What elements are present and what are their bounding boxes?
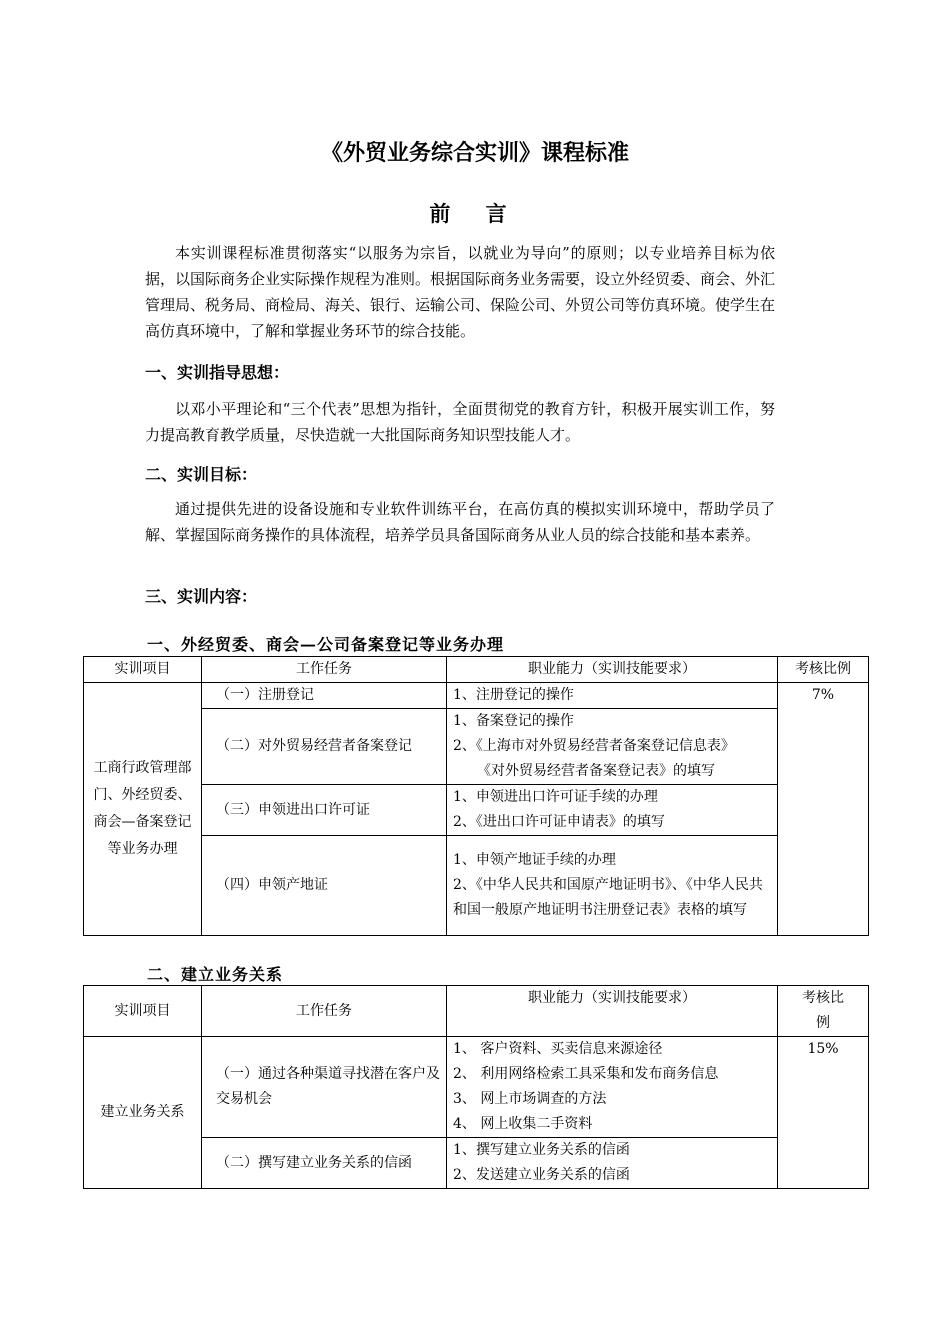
skill-cell — [447, 709, 778, 785]
header-cell: 工作任务 — [202, 986, 447, 1037]
table-1 — [83, 656, 869, 936]
section-3-heading: 三、实训内容： — [145, 587, 258, 606]
table-header-row — [84, 986, 869, 1037]
skill-line: 2、 利用网络检索工具采集和发布商务信息 — [453, 1066, 719, 1082]
task-cell: （一）注册登记 — [202, 683, 447, 709]
ratio-cell: 7% — [778, 683, 869, 936]
intro-paragraph: 本实训课程标准贯彻落实“以服务为宗旨，以就业为导向”的原则；以专业培养目标为依据，以国际商务企业实际操作规程为准则。根据国际商务业务需要，设立外经贸委、商会、外汇管理局、税务局、商检局、海关、银行、运输公司、保险公司、外贸公司等仿真环境。使学生在高仿真环境中，了解和掌握业务环节的综合技能。 — [145, 244, 776, 340]
skill-line: 4、 网上收集二手资料 — [453, 1116, 593, 1132]
skill-cell — [447, 1138, 778, 1189]
skill-line: 《对外贸易经营者备案登记表》的填写 — [477, 763, 715, 779]
skill-cell — [447, 836, 778, 936]
skill-line: 1、申领进出口许可证手续的办理 — [453, 789, 658, 805]
table-2-heading: 二、建立业务关系 — [147, 965, 284, 984]
ratio-cell: 15% — [778, 1037, 869, 1189]
project-cell: 建立业务关系 — [84, 1037, 202, 1189]
header-cell: 实训项目 — [84, 657, 202, 683]
table-header-row — [84, 657, 869, 683]
header-cell: 实训项目 — [84, 986, 202, 1037]
project-cell: 工商行政管理部门、外经贸委、商会—备案登记等业务办理 — [84, 683, 202, 936]
task-cell: （四）申领产地证 — [202, 836, 447, 936]
skill-line: 1、撰写建立业务关系的信函 — [453, 1142, 630, 1158]
task-cell: （一）通过各种渠道寻找潜在客户及交易机会 — [202, 1037, 447, 1138]
table-row — [84, 683, 869, 709]
skill-line: 1、申领产地证手续的办理 — [453, 852, 616, 868]
header-cell: 职业能力（实训技能要求） — [447, 657, 778, 683]
table-row — [84, 1138, 869, 1189]
section-1-paragraph: 以邓小平理论和“三个代表”思想为指针，全面贯彻党的教育方针，积极开展实训工作，努力提高教育教学质量，尽快造就一大批国际商务知识型技能人才。 — [145, 400, 775, 444]
skill-cell — [447, 683, 778, 709]
task-cell: （三）申领进出口许可证 — [202, 785, 447, 836]
skill-line: 2、《中华人民共和国原产地证明书》、《中华人民共和国一般原产地证明书注册登记表》表格的填写 — [453, 877, 763, 918]
header-cell: 工作任务 — [202, 657, 447, 683]
table-row — [84, 785, 869, 836]
skill-line: 1、备案登记的操作 — [453, 713, 574, 729]
skill-line: 1、 客户资料、买卖信息来源途径 — [453, 1041, 663, 1057]
table-row — [84, 1037, 869, 1138]
table-1-heading: 一、外经贸委、商会—公司备案登记等业务办理 — [147, 635, 505, 654]
table-2 — [83, 985, 869, 1189]
preface-title: 前 言 — [429, 202, 521, 226]
skill-line: 1、注册登记的操作 — [453, 687, 574, 703]
section-2-heading: 二、实训目标： — [145, 465, 258, 484]
skill-line: 2、《进出口许可证申请表》的填写 — [453, 814, 665, 830]
task-cell: （二）撰写建立业务关系的信函 — [202, 1138, 447, 1189]
skill-cell — [447, 785, 778, 836]
header-cell: 职业能力（实训技能要求） — [447, 986, 778, 1037]
document-title: 《外贸业务综合实训》课程标准 — [320, 141, 629, 166]
section-2-paragraph: 通过提供先进的设备设施和专业软件训练平台，在高仿真的模拟实训环境中，帮助学员了解、掌握国际商务操作的具体流程，培养学员具备国际商务从业人员的综合技能和基本素养。 — [145, 500, 775, 544]
skill-line: 2、《上海市对外贸易经营者备案登记信息表》 — [453, 738, 735, 754]
header-cell: 考核比例 — [778, 657, 869, 683]
skill-line: 2、发送建立业务关系的信函 — [453, 1167, 630, 1183]
table-row — [84, 709, 869, 785]
skill-line: 3、 网上市场调查的方法 — [453, 1091, 607, 1107]
table-row — [84, 836, 869, 936]
section-1-heading: 一、实训指导思想： — [145, 363, 290, 382]
task-cell: （二）对外贸易经营者备案登记 — [202, 709, 447, 785]
header-cell: 考核比例 — [778, 986, 869, 1037]
skill-cell — [447, 1037, 778, 1138]
